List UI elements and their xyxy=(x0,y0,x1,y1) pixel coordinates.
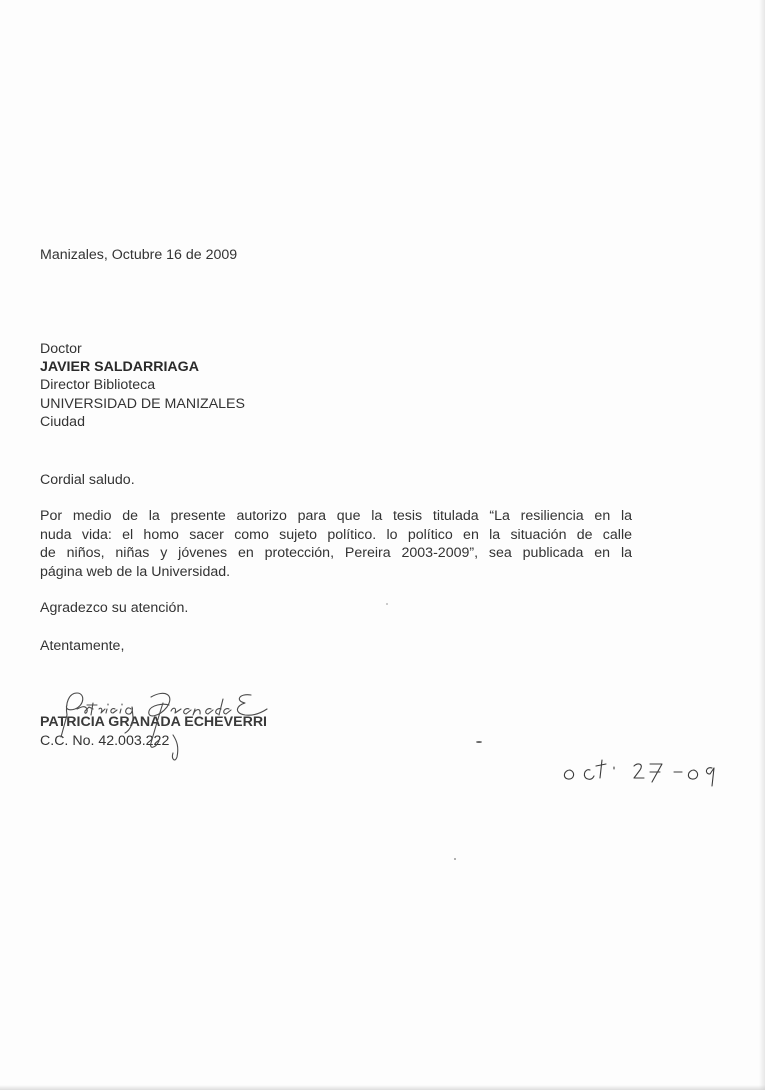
greeting: Cordial saludo. xyxy=(40,472,135,488)
scan-speck xyxy=(386,603,388,605)
scan-edge xyxy=(759,0,765,1090)
sender-id: C.C. No. 42.003.222 xyxy=(40,733,170,749)
sender-name: PATRICIA GRANADA ECHEVERRI xyxy=(40,714,268,730)
thanks-line: Agradezco su atención. xyxy=(40,600,189,616)
scan-speck xyxy=(476,741,482,743)
recipient-city: Ciudad xyxy=(40,414,85,430)
body-paragraph xyxy=(40,507,632,581)
body-line: de niños, niñas y jóvenes en protección, Pereira 2003-2009”, sea publicada en la xyxy=(40,545,632,562)
recipient-position: Director Biblioteca xyxy=(40,377,156,393)
scan-edge xyxy=(0,1085,765,1090)
recipient-name: JAVIER SALDARRIAGA xyxy=(40,359,199,375)
closing-line: Atentamente, xyxy=(40,638,125,654)
recipient-title: Doctor xyxy=(40,341,82,357)
place-date: Manizales, Octubre 16 de 2009 xyxy=(40,247,238,263)
recipient-institution: UNIVERSIDAD DE MANIZALES xyxy=(40,396,245,412)
handwritten-date-note xyxy=(560,752,720,792)
body-line: nuda vida: el homo sacer como sujeto político. lo político en la situación de calle xyxy=(40,526,632,543)
scan-speck xyxy=(454,858,456,860)
handwritten-signature xyxy=(55,685,285,765)
body-line: Por medio de la presente autorizo para que la tesis titulada “La resiliencia en la xyxy=(40,508,632,524)
body-line: página web de la Universidad. xyxy=(40,563,231,580)
